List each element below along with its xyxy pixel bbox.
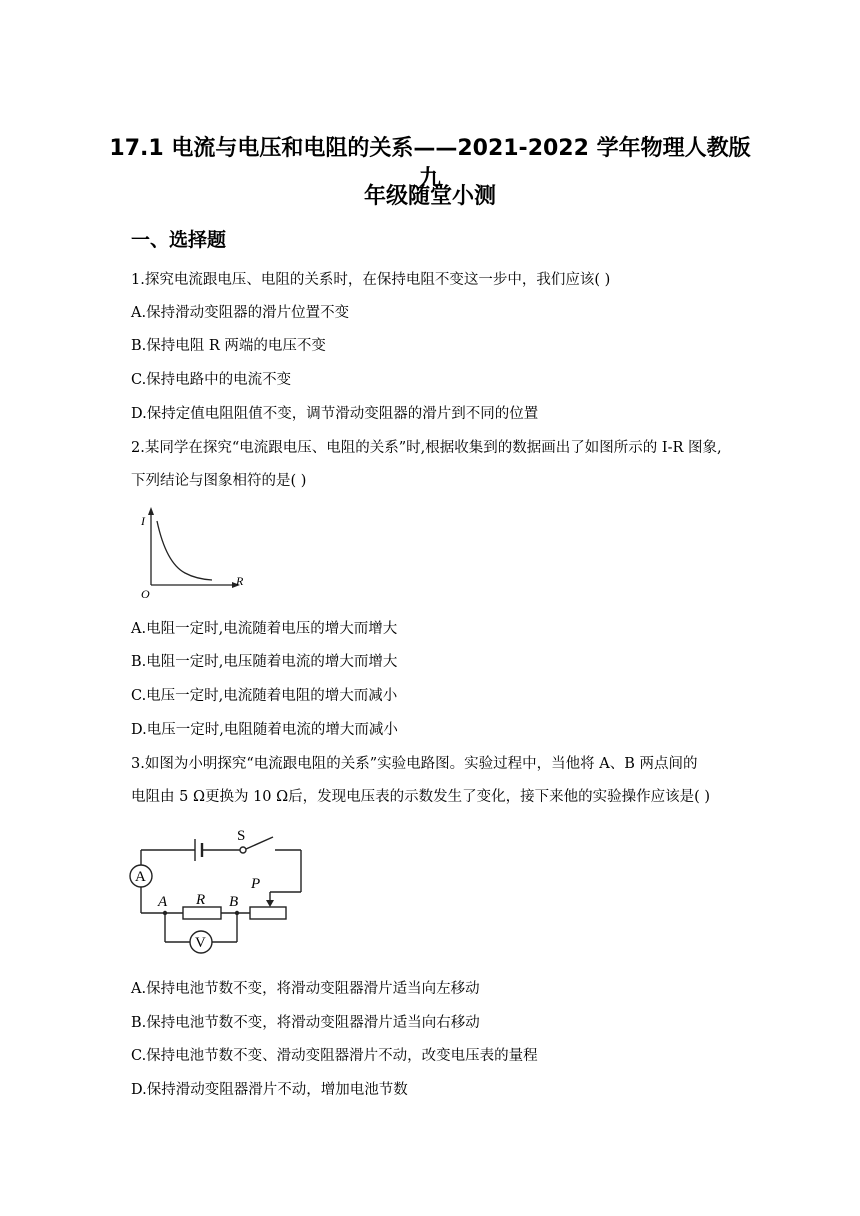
question-3-option-a: A.保持电池节数不变，将滑动变阻器滑片适当向左移动 — [131, 981, 480, 997]
circuit-diagram — [125, 820, 315, 960]
node-b — [235, 911, 239, 915]
question-1-stem: 1.探究电流跟电压、电阻的关系时，在保持电阻不变这一步中，我们应该( ) — [131, 272, 611, 288]
question-3-option-b: B.保持电池节数不变，将滑动变阻器滑片适当向右移动 — [131, 1015, 480, 1031]
document-title-line-1: 17.1 电流与电压和电阻的关系——2021-2022 学年物理人教版九 — [109, 136, 751, 191]
switch-blade — [246, 837, 273, 849]
question-1-option-d: D.保持定值电阻阻值不变，调节滑动变阻器的滑片到不同的位置 — [131, 406, 539, 422]
graph-origin-label: O — [141, 587, 150, 600]
point-a-label: A — [158, 894, 168, 910]
question-3-stem-line-2: 电阻由 5 Ω更换为 10 Ω后，发现电压表的示数发生了变化，接下来他的实验操作应该是( ) — [131, 789, 711, 805]
slider-label: P — [251, 876, 261, 892]
voltmeter-label: V — [195, 935, 206, 951]
document-title-line-2: 年级随堂小测 — [363, 184, 496, 209]
question-2-stem-line-2: 下列结论与图象相符的是( ) — [131, 473, 307, 489]
i-r-graph — [130, 505, 250, 600]
question-3-option-c: C.保持电池节数不变、滑动变阻器滑片不动，改变电压表的量程 — [131, 1048, 538, 1064]
question-2-option-d: D.电压一定时,电阻随着电流的增大而减小 — [131, 722, 398, 738]
graph-curve — [157, 521, 212, 580]
point-b-label: B — [229, 894, 239, 910]
resistor-label: R — [196, 892, 206, 908]
slider-arrow — [266, 900, 274, 907]
switch-contact — [240, 847, 246, 853]
question-2-stem-line-1: 2.某同学在探究“电流跟电压、电阻的关系”时,根据收集到的数据画出了如图所示的 I-R 图象, — [131, 440, 722, 456]
graph-y-label: I — [141, 514, 145, 528]
section-heading: 一、选择题 — [131, 229, 227, 251]
question-1-option-a: A.保持滑动变阻器的滑片位置不变 — [131, 305, 350, 321]
question-2-option-c: C.电压一定时,电流随着电阻的增大而减小 — [131, 688, 398, 704]
graph-x-label: R — [236, 574, 244, 588]
question-1-option-b: B.保持电阻 R 两端的电压不变 — [131, 338, 326, 354]
rheostat — [250, 907, 286, 919]
question-3-option-d: D.保持滑动变阻器滑片不动，增加电池节数 — [131, 1082, 408, 1098]
question-2-option-a: A.电阻一定时,电流随着电压的增大而增大 — [131, 621, 398, 637]
resistor-r — [183, 907, 221, 919]
ammeter-label: A — [135, 869, 146, 885]
y-axis-arrow — [148, 507, 154, 515]
switch-label: S — [237, 828, 246, 844]
question-2-option-b: B.电阻一定时,电压随着电流的增大而增大 — [131, 654, 398, 670]
node-a — [163, 911, 167, 915]
question-3-stem-line-1: 3.如图为小明探究“电流跟电阻的关系”实验电路图。实验过程中，当他将 A、B 两点间的 — [131, 756, 698, 772]
question-1-option-c: C.保持电路中的电流不变 — [131, 372, 292, 388]
